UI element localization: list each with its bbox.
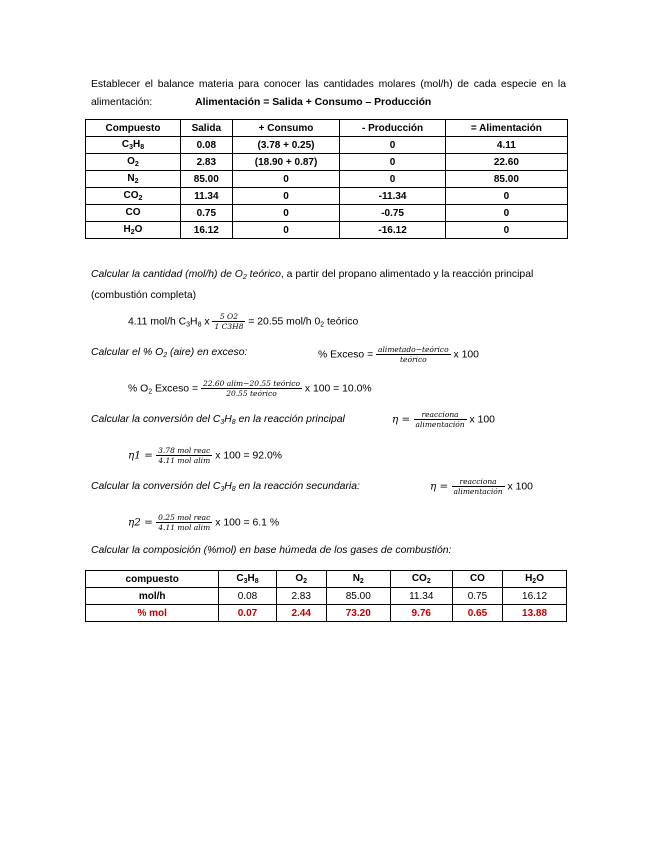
salida-cell: 16.12 [180,222,232,239]
q2-calc-left: % O [128,383,149,395]
compound-h: H [247,573,255,584]
produccion-cell: 0 [340,171,445,188]
q4-calc-num: 0.25 mol reac [158,513,211,522]
balance-row [86,154,568,171]
q1-calc-end: teórico [324,316,359,328]
q1-text-c: , a partir del propano alimentado y la reacción principal (combustión completa) [91,269,534,301]
compound-cell [86,205,181,222]
consumo-cell: 0 [232,222,340,239]
balance-row [86,222,568,239]
q4-calc-right: x 100 = 6.1 % [212,517,280,529]
compound-h: O [536,573,544,584]
q2-formula-num: alimetado−teórico [378,345,449,354]
produccion-cell: -11.34 [340,188,445,205]
q4-formula-num: reacciona [452,477,505,487]
alimentacion-cell: 0 [445,222,567,239]
compound-sub1: 2 [134,178,139,185]
q3-calculation [128,446,282,465]
q2-calculation [128,379,372,398]
compound-sub1: 2 [303,578,308,585]
pct-value: 0.07 [219,605,276,622]
q1-calc-sub: 2 [320,321,325,329]
salida-cell: 2.83 [180,154,232,171]
composition-pct-row [86,605,567,622]
compound-main: CO [123,190,139,201]
q3-h: H [224,414,232,425]
header-produccion: - Producción [340,120,445,137]
compound-sub2: 8 [254,578,259,585]
q4-formula-den: alimentación [453,487,503,496]
q2-text: Calcular el % O [91,347,164,358]
compound-sub1: 2 [532,578,537,585]
q2-calc-frac [201,379,302,398]
q3-formula [392,410,495,429]
compound-cell [86,137,181,154]
alimentacion-cell: 22.60 [445,154,567,171]
balance-row [86,205,568,222]
q1-text-b: teórico [246,269,281,280]
q3-formula-den: alimentación [415,420,465,429]
q1-text-a: Calcular la cantidad (mol/h) de O [91,269,243,280]
header-alimentacion: = Alimentación [445,120,567,137]
compound-sub2: 8 [140,144,145,151]
q4-text-b: en la reacción secundaria: [235,481,360,492]
q2-formula-frac [376,345,451,364]
q2-calc-mid: Exceso = [152,383,201,395]
compound-main: N [127,173,135,184]
q4-formula [430,477,533,496]
consumo-cell: (18.90 + 0.87) [232,154,340,171]
q3-calc-num: 3.78 mol reac [158,446,211,455]
compound-main: CO [411,573,427,584]
consumo-cell: 0 [232,205,340,222]
q2-calc-num: 22.60 alim−20.55 teórico [202,379,300,388]
q3-text: Calcular la conversión del C [91,414,221,425]
compound-main: CO [125,207,141,218]
intro-text: Establecer el balance materia para conocer las cantidades molares (mol/h) de cada especie en la alimentación: [91,79,566,108]
compound-main: H [525,573,533,584]
composition-molh-row [86,588,567,605]
molh-value: 16.12 [503,588,567,605]
q1-calc-s1: 3 [186,321,191,329]
header-salida: Salida [180,120,232,137]
balance-row [86,188,568,205]
question-conversion-secundaria [91,481,360,493]
q2-calc-den: 20.55 teórico [226,389,277,398]
question-o2-teorico [91,266,566,305]
molh-value: 0.08 [219,588,276,605]
q2-calc-right: x 100 = 10.0% [301,383,372,395]
q3-formula-num: reacciona [414,410,467,420]
molh-value: 85.00 [326,588,390,605]
q2-formula-den: teórico [400,355,427,364]
q3-formula-left: η = [392,413,414,426]
compound-header [452,571,502,588]
salida-cell: 11.34 [180,188,232,205]
balance-table [85,119,568,239]
header-consumo: + Consumo [232,120,340,137]
pct-value: 2.44 [276,605,326,622]
q3-formula-right: x 100 [466,414,495,426]
question-conversion-principal [91,414,345,426]
consumo-cell: 0 [232,188,340,205]
balance-row [86,137,568,154]
produccion-cell: -0.75 [340,205,445,222]
q3-calc-left: η1 = [128,449,157,462]
row-label-compuesto: compuesto [86,571,219,588]
q1-fraction [212,312,245,331]
q1-calc-s2: 8 [197,321,202,329]
compound-sub1: 2 [130,229,135,236]
compound-cell [86,222,181,239]
q4-calc-frac [156,513,212,532]
composition-table [85,570,567,622]
compound-main: O [127,156,135,167]
balance-row [86,171,568,188]
composition-header-row [86,571,567,588]
pct-value: 13.88 [503,605,567,622]
compound-header [276,571,326,588]
q4-text: Calcular la conversión del C [91,481,221,492]
q2-formula-left: % Exceso = [318,349,377,361]
q3-calc-den: 4.11 mol alim [158,456,211,465]
q3-calc-right: x 100 = 92.0% [212,450,282,462]
q3-formula-frac [414,410,467,429]
q1-sub: 2 [242,274,247,281]
compound-header [219,571,276,588]
compound-sub1: 2 [426,578,431,585]
salida-cell: 85.00 [180,171,232,188]
q2-calc-sub: 2 [148,388,153,396]
row-label-pct: % mol [86,605,219,622]
pct-value: 73.20 [326,605,390,622]
q2-formula [318,345,479,364]
intro-paragraph [91,76,566,112]
q3-s1: 3 [220,419,225,426]
q1-frac-den: 1 C3H8 [214,322,244,331]
q4-formula-right: x 100 [504,481,533,493]
compound-h: O [134,224,143,235]
q5-text: Calcular la composición (%mol) en base húmeda de los gases de combustión: [91,545,452,556]
q4-s1: 3 [220,486,225,493]
q2-text-b: (aire) en exceso: [167,347,248,358]
q1-frac-num: 5 O2 [212,312,245,322]
q4-formula-left: η = [430,480,452,493]
q3-text-b: en la reacción principal [235,414,345,425]
compound-sub1: 2 [134,161,139,168]
salida-cell: 0.08 [180,137,232,154]
pct-value: 9.76 [390,605,452,622]
q4-calc-left: η2 = [128,516,157,529]
alimentacion-cell: 0 [445,205,567,222]
balance-equation: Alimentación = Salida + Consumo – Producción [195,97,432,108]
q1-calculation [128,312,358,331]
q3-calc-frac [156,446,212,465]
produccion-cell: 0 [340,137,445,154]
q1-calc-left: 4.11 mol/h C [128,316,187,328]
compound-main: H [123,224,131,235]
molh-value: 2.83 [276,588,326,605]
compound-main: N [352,573,360,584]
compound-cell [86,154,181,171]
q1-calc-right: = 20.55 mol/h 0 [245,316,321,328]
compound-header [326,571,390,588]
compound-sub1: 3 [243,578,248,585]
alimentacion-cell: 0 [445,188,567,205]
consumo-cell: (3.78 + 0.25) [232,137,340,154]
q1-calc-x: x [201,316,213,328]
question-composicion [91,545,451,556]
row-label-molh: mol/h [86,588,219,605]
compound-main: C [236,573,244,584]
produccion-cell: 0 [340,154,445,171]
alimentacion-cell: 4.11 [445,137,567,154]
alimentacion-cell: 85.00 [445,171,567,188]
compound-header [390,571,452,588]
compound-main: C [121,139,130,150]
q4-calc-den: 4.11 mol alim [158,523,211,532]
compound-main: O [295,573,304,584]
pct-value: 0.65 [452,605,502,622]
molh-value: 11.34 [390,588,452,605]
compound-sub1: 2 [359,578,364,585]
compound-cell [86,171,181,188]
q3-s2: 8 [231,419,236,426]
consumo-cell: 0 [232,171,340,188]
header-compuesto: Compuesto [86,120,181,137]
compound-sub1: 3 [129,144,133,151]
salida-cell: 0.75 [180,205,232,222]
q1-calc-h: H [190,316,198,328]
compound-cell [86,188,181,205]
compound-main: CO [469,573,485,584]
compound-header [503,571,567,588]
balance-table-header [86,120,568,137]
compound-h: H [132,139,141,150]
q4-s2: 8 [231,486,236,493]
question-exceso [91,347,247,359]
q4-calculation [128,513,279,532]
molh-value: 0.75 [452,588,502,605]
q2-formula-right: x 100 [450,349,479,361]
compound-sub1: 2 [138,195,143,202]
q4-formula-frac [452,477,505,496]
produccion-cell: -16.12 [340,222,445,239]
q4-h: H [224,481,232,492]
q2-sub: 2 [163,352,168,359]
